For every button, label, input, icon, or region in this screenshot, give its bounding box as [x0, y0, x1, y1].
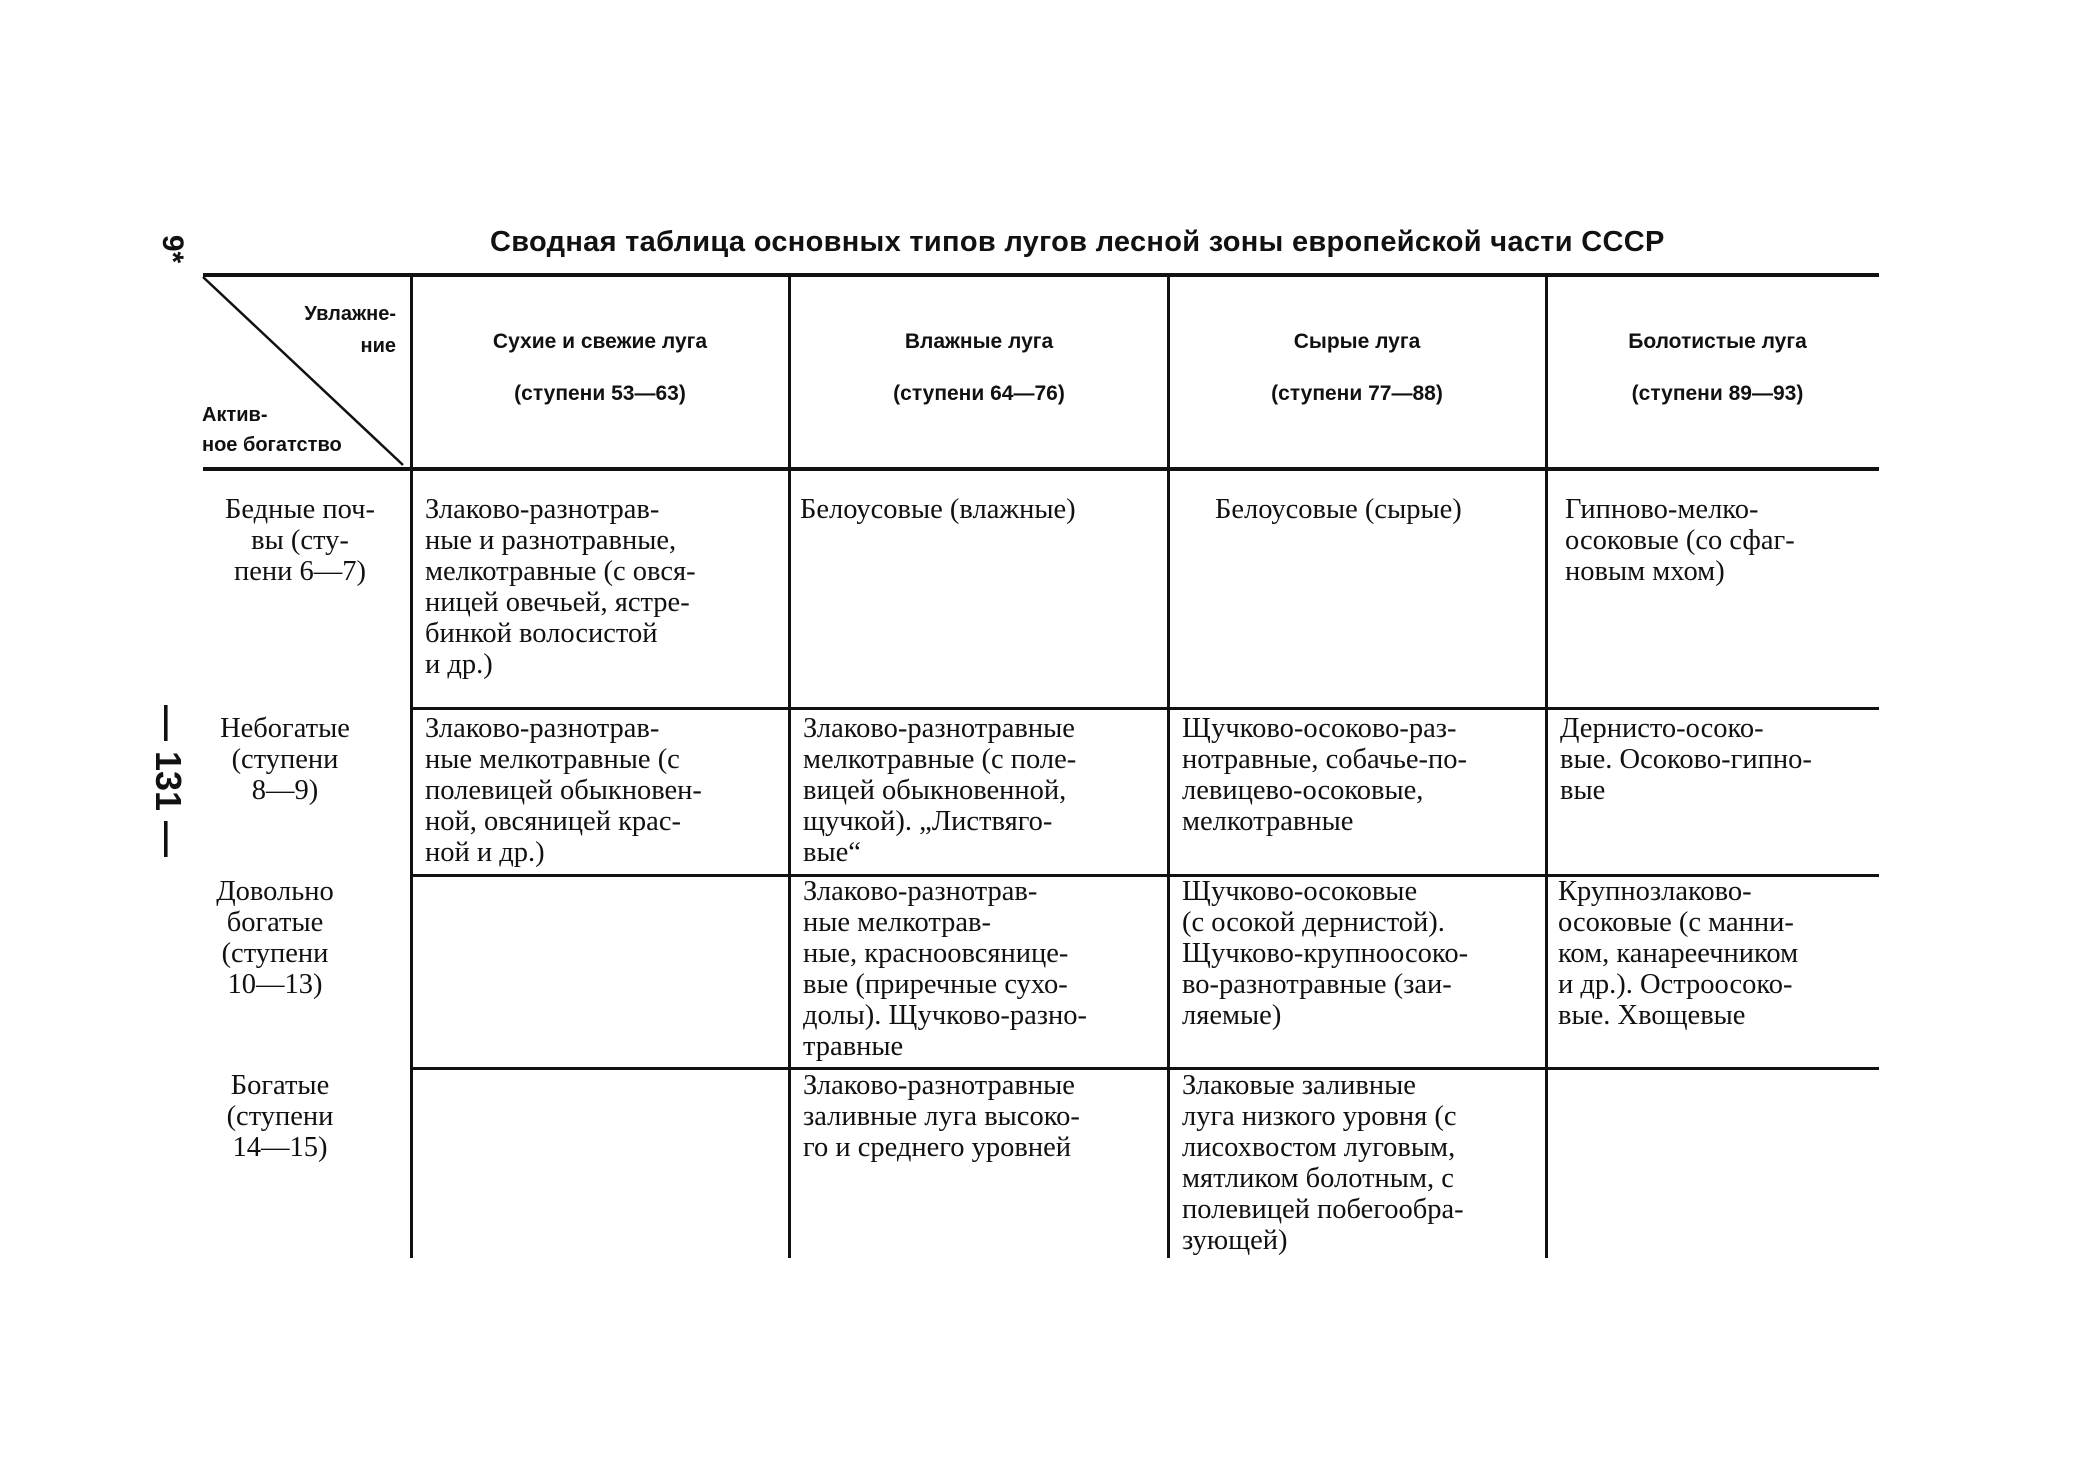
table-cell: Щучково-осоково-раз- нотравные, собачье-по- левицево-осоковые, мелкотравные — [1182, 713, 1467, 837]
row-header-rich: Богатые (ступени 14—15) — [226, 1070, 334, 1163]
column-header-title: Сырые луга — [1293, 330, 1421, 353]
column-header-title: Влажные луга — [904, 330, 1054, 353]
table-cell: Злаково-разнотрав- ные и разнотравные, мелкотравные (с овся- ницей овечьей, ястре- бинкой волосистой и др.) — [425, 494, 696, 680]
table-cell: Злаково-разнотравные заливные луга высоко- го и среднего уровней — [803, 1070, 1080, 1163]
table-cell: Щучково-осоковые (с осокой дернистой). Щучково-крупноосоко- во-разнотравные (заи- ляемые) — [1182, 876, 1469, 1031]
table-cell: Гипново-мелко- осоковые (со сфаг- новым мхом) — [1565, 494, 1795, 587]
table-cell: Злаково-разнотравные мелкотравные (с поле- вицей обыкновенной, щучкой). „Листвяго- вые“ — [803, 713, 1077, 868]
column-header-range: (ступени 53—63) — [514, 382, 686, 405]
column-header-title: Болотистые луга — [1628, 330, 1807, 353]
page-title: Сводная таблица основных типов лугов лесной зоны европейской части СССР — [490, 226, 1665, 258]
row-header-moderate: Небогатые (ступени 8—9) — [220, 713, 350, 806]
corner-richness-label: Актив- ное богатство — [202, 404, 342, 456]
corner-moisture-label: Увлажне- ние — [304, 303, 396, 357]
table-cell: Крупнозлаково- осоковые (с манни- ком, канареечником и др.). Остроосоко- вые. Хвощевые — [1558, 876, 1799, 1031]
column-header-wet — [1172, 330, 1542, 406]
column-header-range: (ступени 64—76) — [893, 382, 1065, 405]
table-cell: Злаково-разнотрав- ные мелкотравные (с полевицей обыкновен- ной, овсяницей крас- ной и др.) — [425, 713, 702, 868]
table-cell: Белоусовые (влажные) — [800, 494, 1076, 525]
column-header-moist — [794, 330, 1164, 406]
table-cell: Злаково-разнотрав- ные мелкотрав- ные, красноовсянице- вые (приречные сухо- долы). Щучково-разно- травные — [803, 876, 1087, 1062]
column-header-title: Сухие и свежие луга — [492, 330, 708, 353]
table-cell: Дернисто-осоко- вые. Осоково-гипно- вые — [1560, 713, 1812, 806]
column-header-dry — [415, 330, 785, 406]
row-header-fairly-rich: Довольно богатые (ступени 10—13) — [216, 876, 334, 1000]
page-number: — 131 — — [148, 704, 189, 858]
column-header-range: (ступени 89—93) — [1631, 382, 1804, 405]
table-cell: Белоусовые (сырые) — [1215, 494, 1462, 525]
folio-mark: 9* — [156, 234, 189, 264]
table-cell: Злаковые заливные луга низкого уровня (с лисохвостом луговым, мятликом болотным, с полевицей побегообра- зующей) — [1182, 1070, 1464, 1256]
column-header-range: (ступени 77—88) — [1271, 382, 1443, 405]
row-header-poor: Бедные поч- вы (сту- пени 6—7) — [225, 494, 375, 587]
column-header-swampy — [1550, 330, 1885, 406]
